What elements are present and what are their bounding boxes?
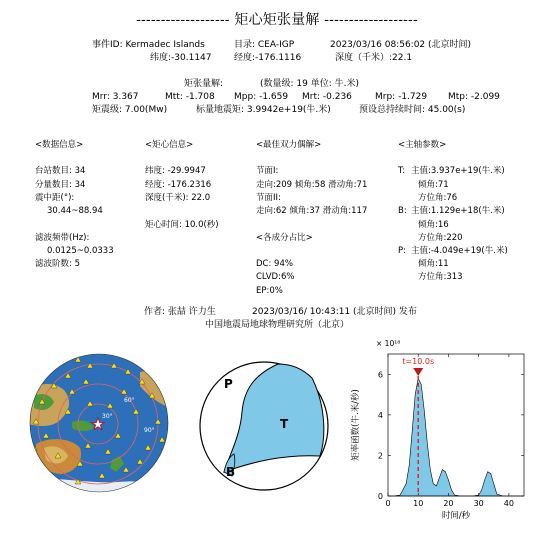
chart-exponent: × 10¹⁸ xyxy=(376,339,401,348)
filter-value: 0.0125~0.0333 xyxy=(47,246,114,256)
b-axis-azimuth: 方位角:220 xyxy=(418,233,463,243)
moment-magnitude: 矩震级: 7.00(Mw) xyxy=(92,105,168,115)
distance-label: 震中距(°): xyxy=(35,193,75,203)
centroid-heading: <矩心信息> xyxy=(145,140,194,150)
event-id: 事件ID: Kermadec Islands xyxy=(92,40,205,50)
ring-label-30: 30° xyxy=(102,413,113,420)
centroid-time: 矩心时间: 10.0(秒) xyxy=(145,220,219,230)
tensor-mpp: Mpp: -1.659 xyxy=(234,92,289,102)
axes-heading: <主轴参数> xyxy=(398,140,447,150)
y-tick-label: 4 xyxy=(377,410,383,420)
x-tick-label: 40 xyxy=(503,499,514,508)
page-title: ------------------- 矩心矩张量解 ------------------- xyxy=(136,12,418,28)
station-triangle xyxy=(37,371,43,376)
tensor-mtp: Mtp: -2.099 xyxy=(448,92,500,102)
components-heading: <各成分占比> xyxy=(256,233,313,243)
ring-label-60: 60° xyxy=(124,397,135,404)
tensor-mrt: Mrt: -0.236 xyxy=(302,92,352,102)
tensor-mrp: Mrp: -1.729 xyxy=(375,92,428,102)
filter-order: 滤波阶数: 5 xyxy=(35,259,80,269)
event-lat: 纬度:-30.1147 xyxy=(150,53,212,63)
station-count: 台站数目: 34 xyxy=(35,166,86,176)
p-axis-plunge: 倾角:11 xyxy=(418,259,449,269)
beachball-t-label: T xyxy=(280,417,289,431)
double-couple-heading: <最佳双力偶解> xyxy=(256,140,322,150)
scalar-moment: 标量地震矩: 3.9942e+19(牛.米) xyxy=(196,105,331,115)
clvd-percent: CLVD:6% xyxy=(256,272,295,282)
b-axis-label: B: xyxy=(398,206,407,216)
t-axis-azimuth: 方位角:76 xyxy=(418,193,458,203)
centroid-time-arrow xyxy=(413,368,423,376)
dc-percent: DC: 94% xyxy=(256,259,293,269)
moment-rate-chart xyxy=(344,334,532,522)
tensor-mrr: Mrr: 3.367 xyxy=(92,92,139,102)
total-duration: 预设总持续时间: 45.00(s) xyxy=(359,105,466,115)
beachball xyxy=(196,358,332,494)
event-lon: 经度:-176.1116 xyxy=(234,53,302,63)
y-tick-label: 0 xyxy=(377,492,383,501)
centroid-depth: 深度(千米): 22.0 xyxy=(145,193,211,203)
x-tick-label: 0 xyxy=(385,499,391,508)
y-tick-label: 6 xyxy=(377,370,383,380)
p-axis-label: P: xyxy=(398,246,406,256)
component-count: 分量数目: 34 xyxy=(35,180,86,190)
x-tick-label: 20 xyxy=(443,499,454,508)
tensor-scale: (数量级: 19 单位: 牛.米) xyxy=(260,79,359,89)
plane2-label: 节面II: xyxy=(256,193,281,203)
ring-label-90: 90° xyxy=(144,427,155,434)
mrf-area xyxy=(388,378,524,496)
centroid-lon: 经度: -176.2316 xyxy=(145,180,212,190)
b-axis-plunge: 倾角:16 xyxy=(418,220,449,230)
x-tick-label: 30 xyxy=(473,499,484,508)
beachball-b-label: B xyxy=(226,465,236,479)
t-axis-value: 主值:3.937e+19(牛.米) xyxy=(411,166,505,176)
authors: 作者: 张喆 许力生 xyxy=(144,307,216,317)
centroid-lat: 纬度: -29.9947 xyxy=(145,166,206,176)
data-info-heading: <数据信息> xyxy=(35,140,84,150)
event-time: 2023/03/16 08:56:02 (北京时间) xyxy=(330,40,472,50)
p-axis-value: 主值:-4.049e+19(牛.米) xyxy=(411,246,508,256)
chart-title: t=10.0s xyxy=(402,357,435,366)
chart-xlabel: 时间/秒 xyxy=(441,511,471,521)
t-axis-label: T: xyxy=(398,166,406,176)
publish-time: 2023/03/16/ 10:43:11 (北京时间) 发布 xyxy=(252,307,417,317)
tensor-heading: 矩张量解: xyxy=(184,79,224,89)
filter-label: 滤波频带(Hz): xyxy=(35,233,90,243)
y-tick-label: 2 xyxy=(377,451,383,461)
plane1-values: 走向:209 倾角:58 滑动角:71 xyxy=(256,180,368,190)
b-axis-value: 主值:1.129e+18(牛.米) xyxy=(411,206,505,216)
station-map xyxy=(28,352,170,494)
station-triangle xyxy=(47,363,53,368)
ep-percent: EP:0% xyxy=(256,286,283,296)
chart-ylabel: 矩率函数(牛.米/秒) xyxy=(351,389,361,461)
beachball-p-label: P xyxy=(224,377,233,391)
catalog: 目录: CEA-IGP xyxy=(234,40,295,50)
distance-value: 30.44~88.94 xyxy=(47,206,103,216)
x-tick-label: 10 xyxy=(413,499,424,508)
plane2-values: 走向:62 倾角:37 滑动角:117 xyxy=(256,206,368,216)
t-axis-plunge: 倾角:71 xyxy=(418,180,449,190)
plane1-label: 节面I: xyxy=(256,166,279,176)
institution: 中国地震局地球物理研究所（北京） xyxy=(204,320,349,330)
tensor-mtt: Mtt: -1.708 xyxy=(165,92,215,102)
p-axis-azimuth: 方位角:313 xyxy=(418,272,463,282)
event-depth: 深度（千米）:22.1 xyxy=(335,53,413,63)
